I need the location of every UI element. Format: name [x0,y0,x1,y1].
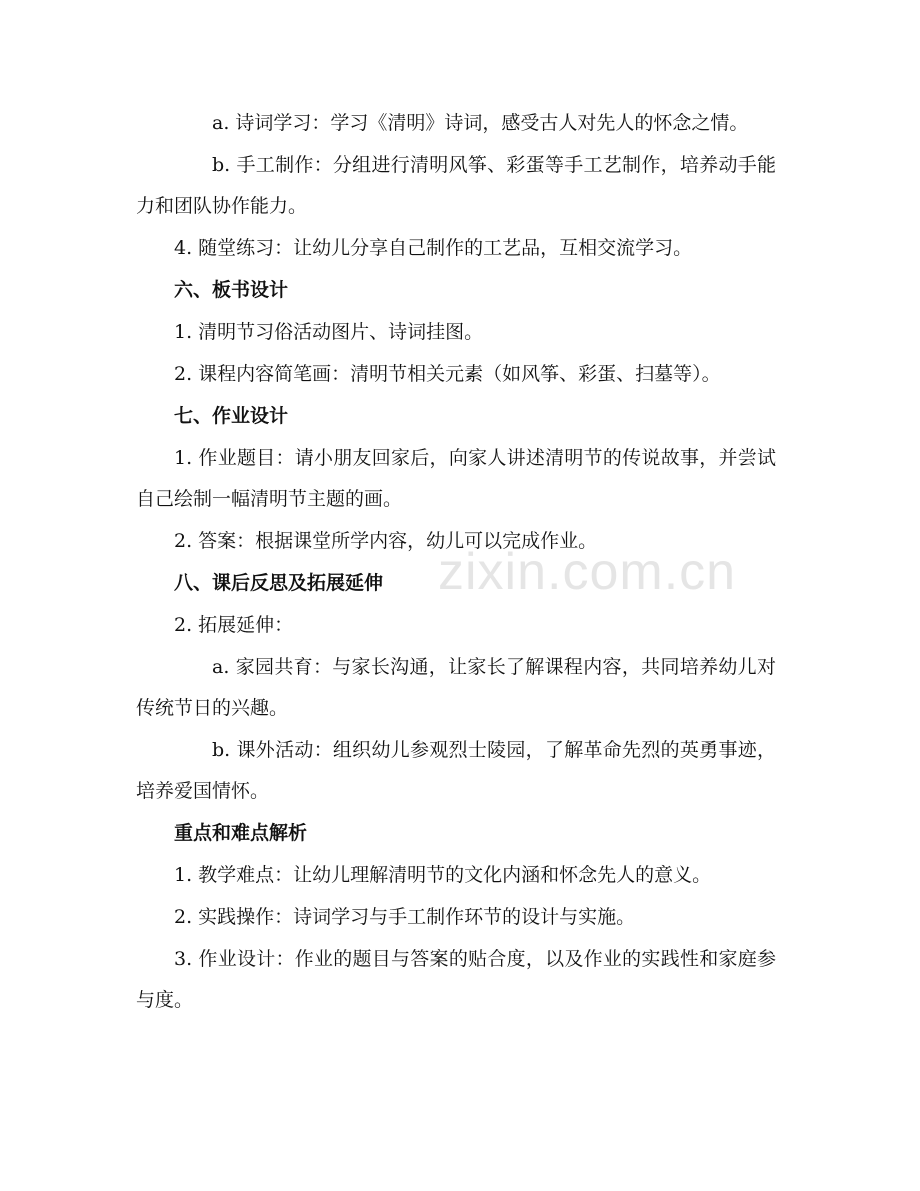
paragraph: 2. 实践操作：诗词学习与手工制作环节的设计与实施。 [174,906,636,928]
paragraph: b. 手工制作：分组进行清明风筝、彩蛋等手工艺制作，培养动手能力和团队协作能力。 [136,154,776,217]
document-body [136,103,776,1022]
paragraph: 4. 随堂练习：让幼儿分享自己制作的工艺品，互相交流学习。 [174,237,693,259]
paragraph: b. 课外活动：组织幼儿参观烈士陵园，了解革命先烈的英勇事迹，培养爱国情怀。 [136,739,776,802]
paragraph: 1. 清明节习俗活动图片、诗词挂图。 [174,321,484,343]
paragraph: 2. 拓展延伸： [174,614,294,636]
section-heading: 八、课后反思及拓展延伸 [174,572,384,594]
paragraph: 2. 答案：根据课堂所学内容，幼儿可以完成作业。 [174,530,598,552]
section-heading: 七、作业设计 [174,405,289,427]
section-heading: 六、板书设计 [174,279,289,301]
paragraph: 1. 作业题目：请小朋友回家后，向家人讲述清明节的传说故事，并尝试自己绘制一幅清明节主题的画。 [136,447,776,510]
watermark: zixin.com.cn [438,543,737,601]
paragraph: a. 诗词学习：学习《清明》诗词，感受古人对先人的怀念之情。 [212,112,749,134]
paragraph: a. 家园共育：与家长沟通，让家长了解课程内容，共同培养幼儿对传统节日的兴趣。 [136,656,776,719]
paragraph: 1. 教学难点：让幼儿理解清明节的文化内涵和怀念先人的意义。 [174,864,712,886]
paragraph: 2. 课程内容简笔画：清明节相关元素（如风筝、彩蛋、扫墓等）。 [174,363,721,385]
section-heading: 重点和难点解析 [174,822,308,844]
paragraph: 3. 作业设计：作业的题目与答案的贴合度，以及作业的实践性和家庭参与度。 [136,948,776,1011]
